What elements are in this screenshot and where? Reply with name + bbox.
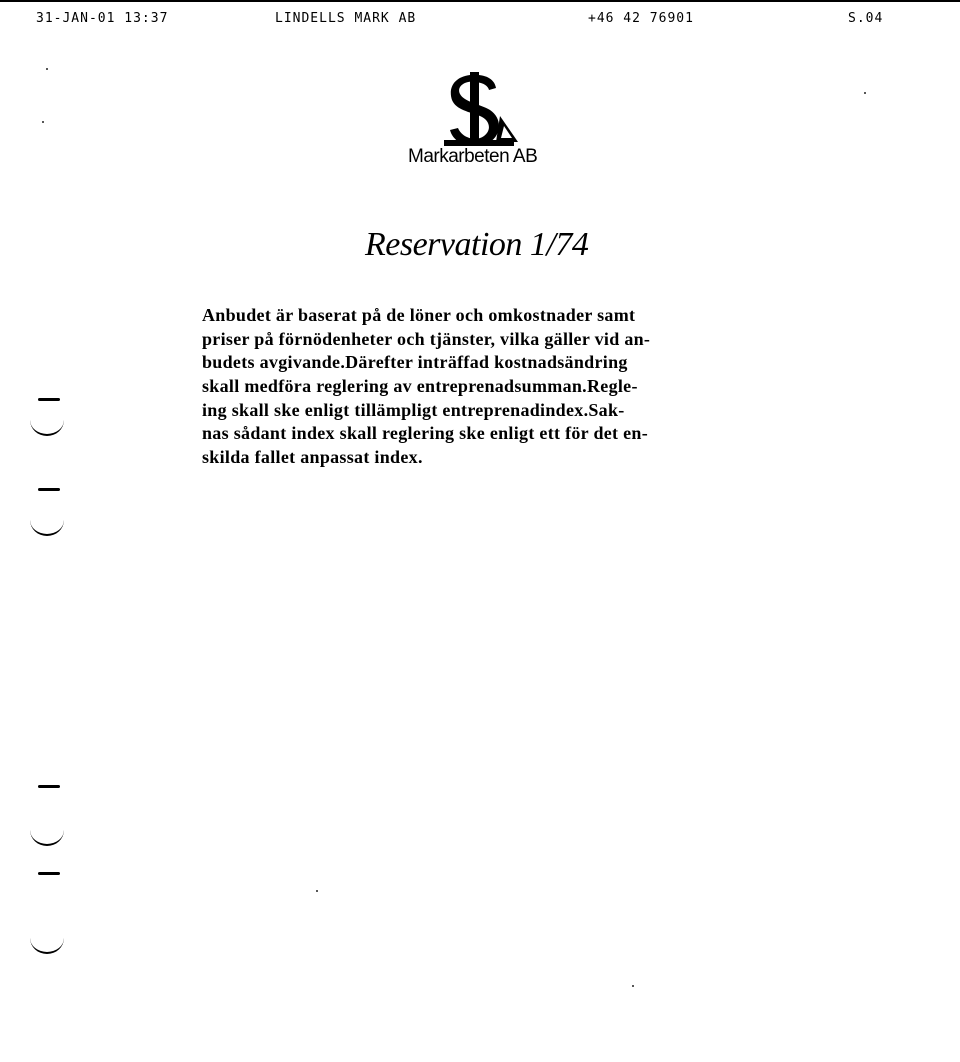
punch-hole-mark: [38, 785, 60, 788]
punch-hole-mark: [38, 398, 60, 401]
body-line: nas sådant index skall reglering ske enligt ett för det en-: [202, 423, 649, 444]
scan-speck: [316, 890, 318, 892]
body-line: skall medföra reglering av entreprenadsumman.Regle-: [202, 376, 638, 397]
punch-hole-mark: [38, 872, 60, 875]
punch-hole-mark: [30, 520, 64, 536]
body-line: skilda fallet anpassat index.: [202, 447, 423, 468]
punch-hole-mark: [30, 830, 64, 846]
company-logo-icon: [440, 70, 520, 148]
body-line: priser på förnödenheter och tjänster, vilka gäller vid an-: [202, 328, 651, 349]
scan-speck: [632, 985, 634, 987]
fax-transmission-header: [0, 0, 960, 32]
body-line: budets avgivande.Därefter inträffad kostnadsändring: [202, 352, 628, 373]
scan-speck: [42, 121, 44, 123]
fax-page-number: S.04: [848, 11, 884, 26]
body-line: Anbudet är baserat på de löner och omkostnader samt: [202, 305, 636, 325]
body-line: ing skall ske enligt tillämpligt entreprenadindex.Sak-: [202, 399, 625, 420]
punch-hole-mark: [38, 488, 60, 491]
fax-sender-name: LINDELLS MARK AB: [275, 11, 417, 26]
punch-hole-mark: [30, 420, 64, 436]
fax-date-time: 31-JAN-01 13:37: [36, 11, 169, 26]
punch-hole-mark: [30, 938, 64, 954]
fax-phone-number: +46 42 76901: [588, 11, 694, 26]
document-title: Reservation 1/74: [365, 226, 589, 263]
scan-speck: [46, 68, 48, 70]
scan-speck: [864, 92, 866, 94]
document-body: [202, 304, 742, 470]
company-name: Markarbeten AB: [408, 146, 538, 167]
